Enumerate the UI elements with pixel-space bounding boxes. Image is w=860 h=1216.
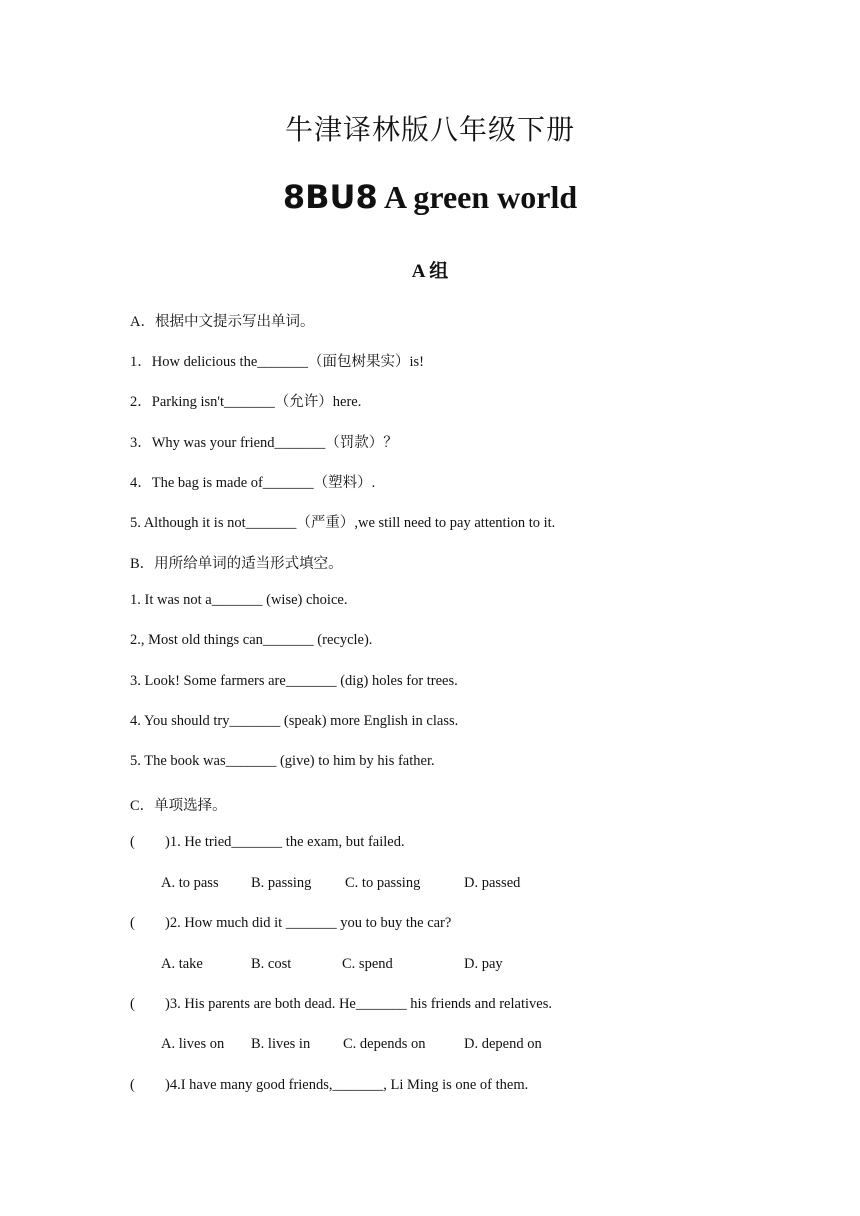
option-d: D. pay [464, 956, 503, 972]
option-a: A. lives on [161, 1036, 225, 1052]
section-c-heading: C．单项选择。 [130, 798, 227, 814]
option-a: A. to pass [161, 875, 219, 891]
section-a-item: 3．Why was your friend_______（罚款）？ [130, 435, 398, 451]
option-d: D. depend on [464, 1036, 542, 1052]
section-b-item: 2., Most old things can_______ (recycle). [130, 632, 373, 648]
section-a-item: 2．Parking isn't_______（允许）here. [130, 394, 362, 410]
unit-title: A green world [383, 179, 578, 215]
question-text: )3. His parents are both dead. He_______ his friends and relatives. [165, 996, 552, 1012]
section-b-item: 3. Look! Some farmers are_______ (dig) holes for trees. [130, 673, 458, 689]
section-a-heading: A．根据中文提示写出单词。 [130, 314, 315, 330]
option-c: C. spend [342, 956, 393, 972]
section-b-item: 5. The book was_______ (give) to him by his father. [130, 753, 435, 769]
option-d: D. passed [464, 875, 521, 891]
section-a-item: 4．The bag is made of_______（塑料）. [130, 475, 376, 491]
question-text: )2. How much did it _______ you to buy the car? [165, 915, 452, 931]
option-b: B. passing [251, 875, 312, 891]
option-c: C. depends on [343, 1036, 426, 1052]
answer-paren: ( [130, 1077, 135, 1093]
answer-paren: ( [130, 834, 135, 850]
answer-paren: ( [130, 996, 135, 1012]
option-b: B. cost [251, 956, 292, 972]
group-heading: A 组 [411, 261, 449, 282]
document-title-unit [0, 178, 860, 216]
option-c: C. to passing [345, 875, 421, 891]
question-text: )4.I have many good friends,_______, Li Ming is one of them. [165, 1077, 529, 1093]
answer-paren: ( [130, 915, 135, 931]
section-a-item: 5. Although it is not_______（严重）,we still need to pay attention to it. [130, 515, 556, 531]
unit-code: 8BU8 [282, 178, 378, 216]
section-b-heading: B．用所给单词的适当形式填空。 [130, 556, 343, 572]
option-b: B. lives in [251, 1036, 311, 1052]
document-title-chinese: 牛津译林版八年级下册 [284, 113, 575, 146]
question-text: )1. He tried_______ the exam, but failed. [165, 834, 405, 850]
option-a: A. take [161, 956, 203, 972]
section-b-item: 4. You should try_______ (speak) more English in class. [130, 713, 459, 729]
section-b-item: 1. It was not a_______ (wise) choice. [130, 592, 348, 608]
section-a-item: 1．How delicious the_______（面包树果实）is! [130, 354, 425, 370]
